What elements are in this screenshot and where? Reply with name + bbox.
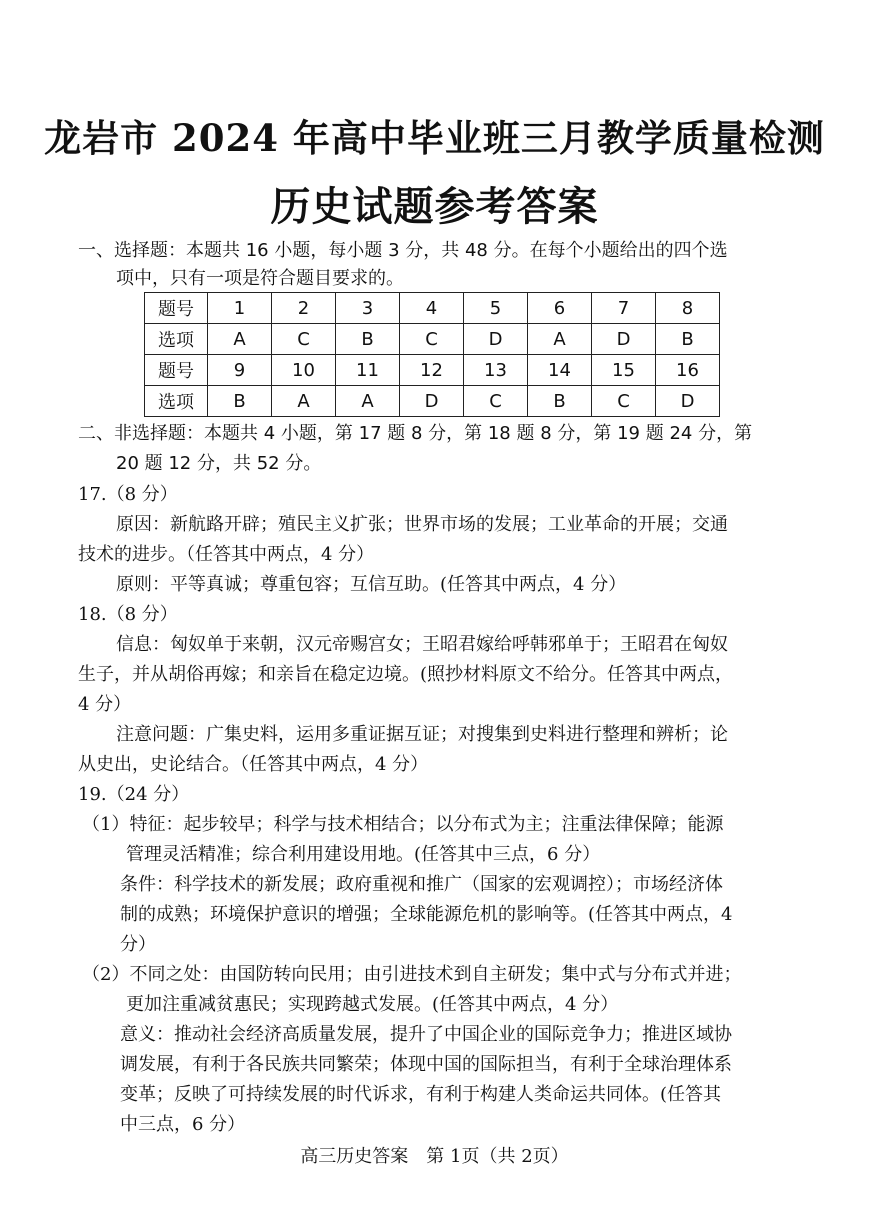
question-number: 11 <box>336 355 400 386</box>
question-number: 16 <box>656 355 720 386</box>
answer-option: C <box>464 386 528 417</box>
question-number: 12 <box>400 355 464 386</box>
answer-option: D <box>464 324 528 355</box>
q18-text: 4 分） <box>78 694 132 715</box>
question-number: 4 <box>400 293 464 324</box>
section1-intro-line2: 项中，只有一项是符合题目要求的。 <box>116 268 404 289</box>
question-number: 15 <box>592 355 656 386</box>
q19-part1-text: 分） <box>120 934 156 955</box>
q18-text: 注意问题：广集史料，运用多重证据互证；对搜集到史料进行整理和辨析；论 <box>116 724 728 745</box>
q17-heading: 17.（8 分） <box>78 484 178 505</box>
question-number: 2 <box>272 293 336 324</box>
section2-intro-line2: 20 题 12 分，共 52 分。 <box>116 453 322 474</box>
row-label-answer: 选项 <box>145 324 208 355</box>
answer-option: D <box>592 324 656 355</box>
answer-option: C <box>592 386 656 417</box>
answer-option: B <box>208 386 272 417</box>
row-label-answer: 选项 <box>145 386 208 417</box>
q19-part2-text: （2）不同之处：由国防转向民用；由引进技术到自主研发；集中式与分布式并进； <box>82 964 742 985</box>
q19-part2-text: 意义：推动社会经济高质量发展，提升了中国企业的国际竞争力；推进区域协 <box>120 1024 732 1045</box>
section1-intro-line1: 一、选择题：本题共 16 小题，每小题 3 分，共 48 分。在每个小题给出的四个选 <box>78 240 728 261</box>
answer-option: D <box>656 386 720 417</box>
answer-option: A <box>208 324 272 355</box>
answer-table-row-a1 <box>145 324 720 355</box>
answer-option: A <box>272 386 336 417</box>
answer-table <box>144 292 720 417</box>
question-number: 7 <box>592 293 656 324</box>
q17-text: 原则：平等真诚；尊重包容；互信互助。(任答其中两点，4 分） <box>116 574 627 595</box>
question-number: 9 <box>208 355 272 386</box>
q19-part2-text: 中三点，6 分） <box>120 1114 246 1135</box>
row-label-question: 题号 <box>145 355 208 386</box>
title-line-1: 龙岩市 2024 年高中毕业班三月教学质量检测 <box>44 116 825 160</box>
answer-option: C <box>400 324 464 355</box>
q18-heading: 18.（8 分） <box>78 604 178 625</box>
q19-part2-text: 变革；反映了可持续发展的时代诉求，有利于构建人类命运共同体。(任答其 <box>120 1084 722 1105</box>
q19-part1-text: 条件：科学技术的新发展；政府重视和推广（国家的宏观调控）；市场经济体 <box>120 874 723 895</box>
q19-part2-text: 更加注重减贫惠民；实现跨越式发展。(任答其中两点，4 分） <box>126 994 619 1015</box>
question-number: 5 <box>464 293 528 324</box>
answer-table-row-q1 <box>145 293 720 324</box>
q19-part1-text: 制的成熟；环境保护意识的增强；全球能源危机的影响等。(任答其中两点，4 <box>120 904 733 925</box>
question-number: 10 <box>272 355 336 386</box>
q17-text: 原因：新航路开辟；殖民主义扩张；世界市场的发展；工业革命的开展；交通 <box>116 514 728 535</box>
q19-part1-text: （1）特征：起步较早；科学与技术相结合；以分布式为主；注重法律保障；能源 <box>82 814 724 835</box>
question-number: 8 <box>656 293 720 324</box>
q19-heading: 19.（24 分） <box>78 784 190 805</box>
question-number: 3 <box>336 293 400 324</box>
q18-text: 从史出，史论结合。（任答其中两点，4 分） <box>78 754 429 775</box>
q18-text: 生子，并从胡俗再嫁；和亲旨在稳定边境。(照抄材料原文不给分。任答其中两点， <box>78 664 734 685</box>
title-line-2: 历史试题参考答案 <box>270 183 599 230</box>
answer-option: B <box>656 324 720 355</box>
section2-intro-line1: 二、非选择题：本题共 4 小题，第 17 题 8 分，第 18 题 8 分，第 19 题 24 分，第 <box>78 423 753 444</box>
answer-option: A <box>336 386 400 417</box>
answer-option: A <box>528 324 592 355</box>
question-number: 13 <box>464 355 528 386</box>
question-number: 14 <box>528 355 592 386</box>
answer-option: B <box>336 324 400 355</box>
answer-option: D <box>400 386 464 417</box>
q19-part1-text: 管理灵活精准；综合利用建设用地。(任答其中三点，6 分） <box>126 844 601 865</box>
row-label-question: 题号 <box>145 293 208 324</box>
answer-table-row-q2 <box>145 355 720 386</box>
q19-part2-text: 调发展，有利于各民族共同繁荣；体现中国的国际担当，有利于全球治理体系 <box>120 1054 732 1075</box>
question-number: 6 <box>528 293 592 324</box>
question-number: 1 <box>208 293 272 324</box>
answer-table-row-a2 <box>145 386 720 417</box>
q18-text: 信息：匈奴单于来朝，汉元帝赐宫女；王昭君嫁给呼韩邪单于；王昭君在匈奴 <box>116 634 728 655</box>
page-footer: 高三历史答案 第 1页（共 2页） <box>300 1146 569 1167</box>
q17-text: 技术的进步。（任答其中两点，4 分） <box>78 544 375 565</box>
answer-option: B <box>528 386 592 417</box>
answer-option: C <box>272 324 336 355</box>
